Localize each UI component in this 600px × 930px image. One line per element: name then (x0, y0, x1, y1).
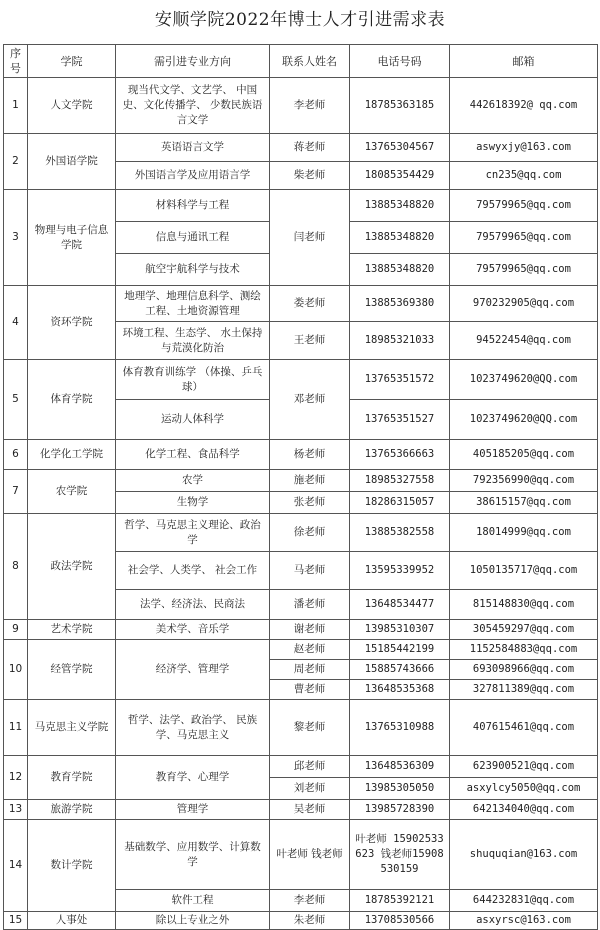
table-row (4, 756, 598, 778)
direction-cell: 哲学、马克思主义理论、政治学 (116, 514, 270, 552)
contact-cell: 邱老师 (270, 756, 350, 778)
contact-cell: 谢老师 (270, 620, 350, 640)
contact-cell: 杨老师 (270, 440, 350, 470)
phone-cell: 13765366663 (350, 440, 450, 470)
row-number-cell: 7 (4, 470, 28, 514)
email-cell: asxylcy5050@qq.com (450, 778, 598, 800)
phone-cell: 15185442199 (350, 640, 450, 660)
college-cell: 资环学院 (28, 286, 116, 360)
college-cell: 化学化工学院 (28, 440, 116, 470)
college-cell: 马克思主义学院 (28, 700, 116, 756)
header-cell-no: 序号 (4, 45, 28, 78)
direction-cell: 美术学、音乐学 (116, 620, 270, 640)
direction-cell: 教育学、心理学 (116, 756, 270, 800)
contact-cell: 徐老师 (270, 514, 350, 552)
phone-cell: 18985321033 (350, 322, 450, 360)
direction-cell: 信息与通讯工程 (116, 222, 270, 254)
contact-cell: 张老师 (270, 492, 350, 514)
college-cell: 经管学院 (28, 640, 116, 700)
direction-cell: 软件工程 (116, 890, 270, 912)
college-cell: 体育学院 (28, 360, 116, 440)
phone-cell: 18985327558 (350, 470, 450, 492)
phone-cell: 13765351572 (350, 360, 450, 400)
email-cell: 1023749620@QQ.com (450, 400, 598, 440)
header-row (4, 45, 598, 78)
email-cell: 642134040@qq.com (450, 800, 598, 820)
contact-cell: 施老师 (270, 470, 350, 492)
contact-cell: 蒋老师 (270, 134, 350, 162)
contact-cell: 黎老师 (270, 700, 350, 756)
direction-cell: 法学、经济法、民商法 (116, 590, 270, 620)
table-row (4, 360, 598, 400)
direction-cell: 外国语言学及应用语言学 (116, 162, 270, 190)
direction-cell: 环境工程、生态学、 水土保持与荒漠化防治 (116, 322, 270, 360)
contact-cell: 柴老师 (270, 162, 350, 190)
row-number-cell: 2 (4, 134, 28, 190)
contact-cell: 潘老师 (270, 590, 350, 620)
email-cell: 693098966@qq.com (450, 660, 598, 680)
row-number-cell: 14 (4, 820, 28, 912)
contact-cell: 赵老师 (270, 640, 350, 660)
table-row (4, 514, 598, 552)
email-cell: aswyxjy@163.com (450, 134, 598, 162)
phone-cell: 13648534477 (350, 590, 450, 620)
phone-cell: 15885743666 (350, 660, 450, 680)
table-row (4, 620, 598, 640)
phone-cell: 13885369380 (350, 286, 450, 322)
phone-cell: 13985310307 (350, 620, 450, 640)
row-number-cell: 11 (4, 700, 28, 756)
direction-cell: 生物学 (116, 492, 270, 514)
email-cell: cn235@qq.com (450, 162, 598, 190)
header-cell-contact: 联系人姓名 (270, 45, 350, 78)
email-cell: 18014999@qq.com (450, 514, 598, 552)
email-cell: 792356990@qq.com (450, 470, 598, 492)
contact-cell: 曹老师 (270, 680, 350, 700)
direction-cell: 体育教育训练学 （体操、乒乓球） (116, 360, 270, 400)
table-row (4, 640, 598, 660)
email-cell: 1050135717@qq.com (450, 552, 598, 590)
college-cell: 旅游学院 (28, 800, 116, 820)
phone-cell: 13765351527 (350, 400, 450, 440)
table-row (4, 470, 598, 492)
contact-cell: 周老师 (270, 660, 350, 680)
contact-cell: 叶老师 钱老师 (270, 820, 350, 890)
contact-cell: 刘老师 (270, 778, 350, 800)
row-number-cell: 9 (4, 620, 28, 640)
direction-cell: 材料科学与工程 (116, 190, 270, 222)
table-row (4, 800, 598, 820)
phone-cell: 18785392121 (350, 890, 450, 912)
direction-cell: 航空宇航科学与技术 (116, 254, 270, 286)
direction-cell: 管理学 (116, 800, 270, 820)
table-row (4, 190, 598, 222)
table-row (4, 700, 598, 756)
direction-cell: 化学工程、食品科学 (116, 440, 270, 470)
email-cell: 1152584883@qq.com (450, 640, 598, 660)
direction-cell: 英语语言文学 (116, 134, 270, 162)
college-cell: 数计学院 (28, 820, 116, 912)
phone-cell: 13708530566 (350, 912, 450, 930)
email-cell: 815148830@qq.com (450, 590, 598, 620)
email-cell: 644232831@qq.com (450, 890, 598, 912)
contact-cell: 马老师 (270, 552, 350, 590)
page-title: 安顺学院2022年博士人才引进需求表 (154, 10, 446, 30)
contact-cell: 李老师 (270, 78, 350, 134)
phone-cell: 13885382558 (350, 514, 450, 552)
table-row (4, 78, 598, 134)
row-number-cell: 3 (4, 190, 28, 286)
contact-cell: 邓老师 (270, 360, 350, 440)
email-cell: 623900521@qq.com (450, 756, 598, 778)
phone-cell: 18085354429 (350, 162, 450, 190)
email-cell: shuquqian@163.com (450, 820, 598, 890)
phone-cell: 13765310988 (350, 700, 450, 756)
phone-cell: 叶老师 15902533623 钱老师15908530159 (350, 820, 450, 890)
college-cell: 教育学院 (28, 756, 116, 800)
table-row (4, 134, 598, 162)
row-number-cell: 5 (4, 360, 28, 440)
email-cell: 79579965@qq.com (450, 254, 598, 286)
email-cell: 38615157@qq.com (450, 492, 598, 514)
direction-cell: 农学 (116, 470, 270, 492)
email-cell: 407615461@qq.com (450, 700, 598, 756)
header-cell-email: 邮箱 (450, 45, 598, 78)
direction-cell: 除以上专业之外 (116, 912, 270, 930)
row-number-cell: 8 (4, 514, 28, 620)
table-row (4, 286, 598, 322)
college-cell: 外国语学院 (28, 134, 116, 190)
phone-cell: 13985728390 (350, 800, 450, 820)
email-cell: 1023749620@QQ.com (450, 360, 598, 400)
row-number-cell: 13 (4, 800, 28, 820)
college-cell: 人文学院 (28, 78, 116, 134)
phone-cell: 13648536309 (350, 756, 450, 778)
contact-cell: 娄老师 (270, 286, 350, 322)
email-cell: 79579965@qq.com (450, 222, 598, 254)
direction-cell: 基础数学、应用数学、计算数学 (116, 820, 270, 890)
phone-cell: 13885348820 (350, 190, 450, 222)
direction-cell: 现当代文学、文艺学、 中国史、文化传播学、 少数民族语言文学 (116, 78, 270, 134)
phone-cell: 13765304567 (350, 134, 450, 162)
college-cell: 农学院 (28, 470, 116, 514)
table-row (4, 440, 598, 470)
email-cell: asxyrsc@163.com (450, 912, 598, 930)
college-cell: 物理与电子信息学院 (28, 190, 116, 286)
college-cell: 人事处 (28, 912, 116, 930)
row-number-cell: 15 (4, 912, 28, 930)
college-cell: 艺术学院 (28, 620, 116, 640)
header-cell-direction: 需引进专业方向 (116, 45, 270, 78)
row-number-cell: 10 (4, 640, 28, 700)
college-cell: 政法学院 (28, 514, 116, 620)
direction-cell: 地理学、地理信息科学、测绘工程、土地资源管理 (116, 286, 270, 322)
contact-cell: 闫老师 (270, 190, 350, 286)
table-row (4, 912, 598, 930)
contact-cell: 吴老师 (270, 800, 350, 820)
table-row (4, 820, 598, 890)
phone-cell: 13985305050 (350, 778, 450, 800)
phone-cell: 18785363185 (350, 78, 450, 134)
phone-cell: 13595339952 (350, 552, 450, 590)
contact-cell: 朱老师 (270, 912, 350, 930)
direction-cell: 经济学、管理学 (116, 640, 270, 700)
direction-cell: 社会学、人类学、 社会工作 (116, 552, 270, 590)
row-number-cell: 4 (4, 286, 28, 360)
phone-cell: 13648535368 (350, 680, 450, 700)
phone-cell: 13885348820 (350, 222, 450, 254)
email-cell: 94522454@qq.com (450, 322, 598, 360)
talent-demand-table (3, 44, 598, 930)
email-cell: 327811389@qq.com (450, 680, 598, 700)
row-number-cell: 12 (4, 756, 28, 800)
email-cell: 442618392@ qq.com (450, 78, 598, 134)
phone-cell: 13885348820 (350, 254, 450, 286)
header-cell-phone: 电话号码 (350, 45, 450, 78)
header-cell-college: 学院 (28, 45, 116, 78)
email-cell: 305459297@qq.com (450, 620, 598, 640)
contact-cell: 王老师 (270, 322, 350, 360)
email-cell: 79579965@qq.com (450, 190, 598, 222)
direction-cell: 哲学、法学、政治学、 民族学、马克思主义 (116, 700, 270, 756)
row-number-cell: 1 (4, 78, 28, 134)
direction-cell: 运动人体科学 (116, 400, 270, 440)
email-cell: 970232905@qq.com (450, 286, 598, 322)
contact-cell: 李老师 (270, 890, 350, 912)
phone-cell: 18286315057 (350, 492, 450, 514)
row-number-cell: 6 (4, 440, 28, 470)
table-body (4, 78, 598, 930)
email-cell: 405185205@qq.com (450, 440, 598, 470)
